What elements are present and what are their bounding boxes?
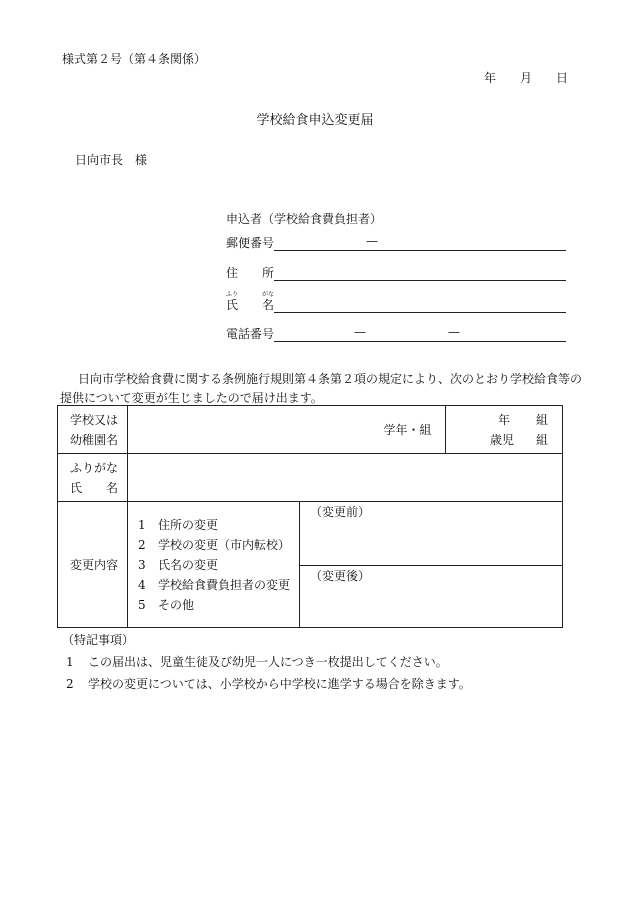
after-change-label: （変更後）	[310, 569, 371, 583]
applicant-heading: 申込者（学校給食費負担者）	[226, 212, 383, 226]
age-unit: 歳児	[489, 432, 514, 447]
date-month-label: 月	[519, 71, 532, 85]
furigana-label: ふりがな	[70, 460, 119, 475]
name-field[interactable]	[226, 291, 566, 314]
postal-code-field[interactable]	[226, 234, 566, 252]
phone-dash-1: —	[354, 325, 366, 339]
grade-label-cell	[384, 406, 446, 454]
application-table	[57, 405, 563, 628]
date-day-label: 日	[555, 71, 568, 85]
school-name-input-cell[interactable]	[128, 406, 384, 454]
form-number: 様式第２号（第４条関係）	[62, 52, 207, 66]
student-name-input-cell[interactable]	[128, 454, 563, 502]
grade-label: 学年・組	[383, 422, 432, 437]
postal-dash: —	[366, 234, 378, 248]
note-item-2: 2 学校の変更については、小学校から中学校に進学する場合を除きます。	[66, 677, 471, 691]
date-year-label: 年	[484, 71, 497, 85]
change-before-row	[58, 502, 563, 566]
school-label-1: 学校又は	[70, 412, 119, 427]
change-option-5[interactable]: 5 その他	[138, 597, 195, 612]
school-row	[58, 406, 563, 454]
change-option-1[interactable]: 1 住所の変更	[138, 517, 219, 532]
statement-line-1: 日向市学校給食費に関する条例施行規則第４条第２項の規定により、次のとおり学校給食等の	[78, 372, 583, 386]
statement-line-2: 提供について変更が生じましたので届け出ます。	[60, 391, 323, 405]
address-field[interactable]	[226, 264, 566, 282]
phone-dash-2: —	[448, 325, 460, 339]
name-label-cell	[58, 454, 128, 502]
name-ruby-1: ふり	[226, 291, 239, 298]
change-options-cell	[128, 502, 300, 628]
after-change-cell[interactable]	[300, 566, 563, 628]
postal-code-label: 郵便番号	[226, 236, 275, 250]
change-option-3[interactable]: 3 氏名の変更	[138, 557, 219, 572]
change-label: 変更内容	[70, 557, 119, 572]
school-label-cell	[58, 406, 128, 454]
phone-field[interactable]	[226, 325, 566, 343]
school-label-2: 幼稚園名	[70, 432, 119, 447]
class-unit-2: 組	[535, 432, 548, 447]
note-item-1: 1 この届出は、児童生徒及び幼児一人につき一枚提出してください。	[66, 655, 448, 669]
name-label: 氏 名	[226, 298, 275, 312]
notes-heading: （特記事項）	[62, 633, 135, 647]
document-title: 学校給食申込変更届	[256, 113, 374, 128]
student-name-label: 氏 名	[70, 480, 119, 495]
change-label-cell	[58, 502, 128, 628]
name-ruby-2: がな	[262, 291, 275, 298]
change-option-2[interactable]: 2 学校の変更（市内転校）	[138, 537, 291, 552]
change-option-4[interactable]: 4 学校給食費負担者の変更	[138, 577, 291, 592]
year-unit: 年	[497, 412, 510, 427]
before-change-label: （変更前）	[310, 505, 371, 519]
address-label: 住 所	[226, 266, 275, 280]
addressee: 日向市長 様	[75, 153, 148, 167]
date-fields	[484, 69, 568, 86]
class-unit: 組	[535, 412, 548, 427]
grade-input-cell[interactable]	[446, 406, 563, 454]
before-change-cell[interactable]	[300, 502, 563, 566]
name-row	[58, 454, 563, 502]
phone-label: 電話番号	[226, 327, 275, 341]
